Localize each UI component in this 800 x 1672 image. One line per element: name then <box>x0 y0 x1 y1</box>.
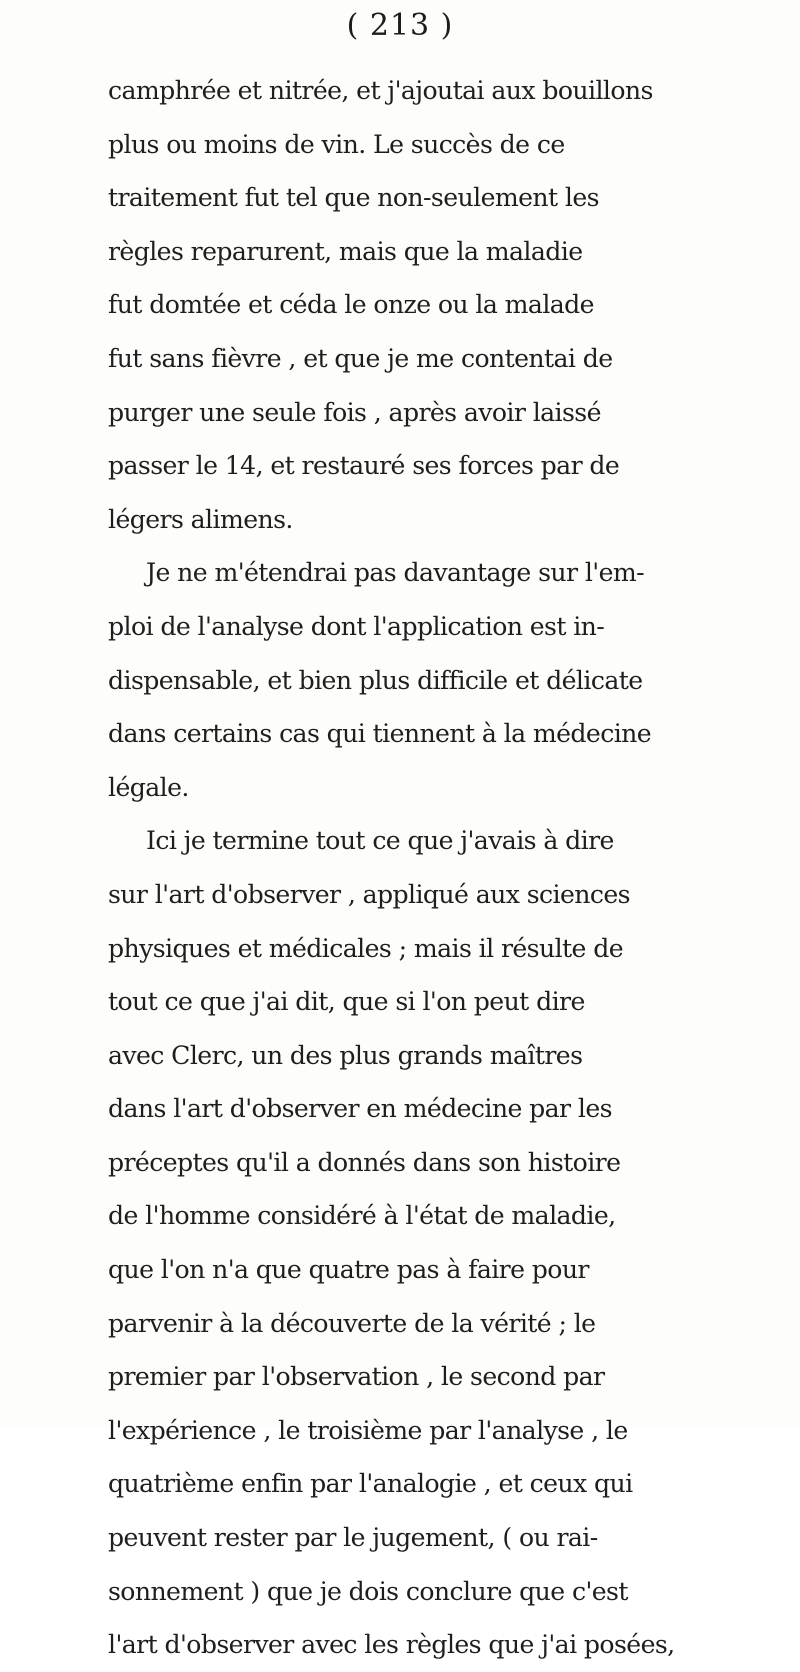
text-line: traitement fut tel que non-seulement les <box>108 183 599 213</box>
text-line: physiques et médicales ; mais il résulte de <box>108 933 623 963</box>
text-line: premier par l'observation , le second par <box>108 1362 605 1392</box>
text-line: dans certains cas qui tiennent à la médecine <box>108 719 652 749</box>
paragraph-start-line: Je ne m'étendrai pas davantage sur l'em- <box>146 558 645 588</box>
text-line: de l'homme considéré à l'état de maladie, <box>108 1201 616 1231</box>
text-line: préceptes qu'il a donnés dans son histoire <box>108 1147 621 1177</box>
text-line: sur l'art d'observer , appliqué aux sciences <box>108 879 630 909</box>
body-text <box>108 64 800 1672</box>
text-line: dispensable, et bien plus difficile et délicate <box>108 665 643 695</box>
text-line: camphrée et nitrée, et j'ajoutai aux bouillons <box>108 76 653 105</box>
text-line: fut domtée et céda le onze ou la malade <box>108 290 594 320</box>
text-line: dans l'art d'observer en médecine par les <box>108 1094 612 1124</box>
text-line: l'art d'observer avec les règles que j'ai posées, <box>108 1630 675 1660</box>
text-line: peuvent rester par le jugement, ( ou rai- <box>108 1523 598 1553</box>
page-number: ( 213 ) <box>346 8 454 43</box>
text-line: ploi de l'analyse dont l'application est in- <box>108 611 605 641</box>
text-line: l'expérience , le troisième par l'analyse , le <box>108 1415 628 1445</box>
text-line: sonnement ) que je dois conclure que c'est <box>108 1576 628 1606</box>
text-line: règles reparurent, mais que la maladie <box>108 236 583 266</box>
text-line: quatrième enfin par l'analogie , et ceux qui <box>108 1469 633 1499</box>
text-line: tout ce que j'ai dit, que si l'on peut dire <box>108 987 585 1017</box>
text-line: avec Clerc, un des plus grands maîtres <box>108 1040 583 1070</box>
text-line: plus ou moins de vin. Le succès de ce <box>108 129 565 159</box>
text-line: légale. <box>108 772 189 802</box>
text-line: fut sans fièvre , et que je me contentai de <box>108 343 613 373</box>
text-line: légers alimens. <box>108 504 293 534</box>
text-line: purger une seule fois , après avoir laissé <box>108 397 601 427</box>
text-line: que l'on n'a que quatre pas à faire pour <box>108 1255 589 1285</box>
paragraph-start-line: Ici je termine tout ce que j'avais à dire <box>146 826 614 856</box>
text-line: passer le 14, et restauré ses forces par de <box>108 451 620 481</box>
text-line: parvenir à la découverte de la vérité ; le <box>108 1308 596 1338</box>
